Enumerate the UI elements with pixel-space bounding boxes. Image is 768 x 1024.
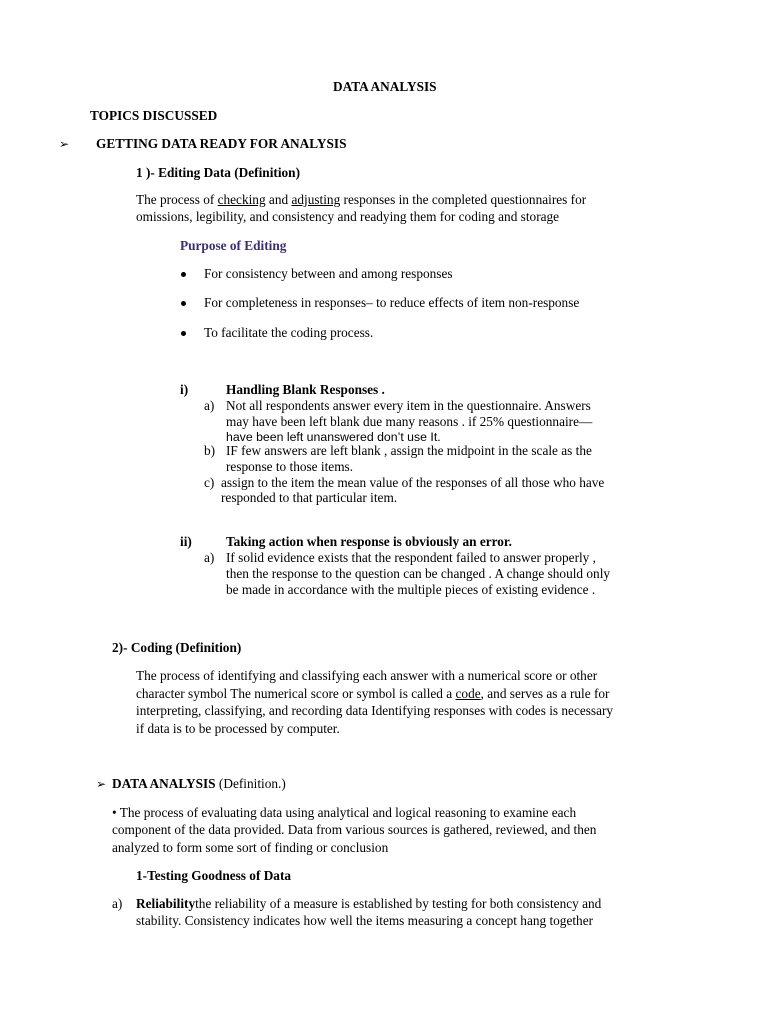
data-analysis-section-heading bbox=[112, 776, 286, 792]
coding-line1: The process of identifying and classifying each answer with a numerical score or other bbox=[136, 668, 598, 683]
text-run: and bbox=[265, 192, 292, 207]
coding-heading: 2)- Coding (Definition) bbox=[112, 640, 242, 655]
editing-definition-line1 bbox=[136, 192, 586, 208]
reliability-line2: stability. Consistency indicates how well the items measuring a concept hang together bbox=[136, 913, 594, 928]
blank-a-line2: may have been left blank due many reasons . if 25% questionnaire— bbox=[226, 414, 593, 429]
blank-b-line2: response to those items. bbox=[226, 459, 354, 474]
editing-heading: 1 )- Editing Data (Definition) bbox=[136, 165, 300, 180]
text-run: the reliability of a measure is established by testing for both consistency and bbox=[195, 896, 602, 911]
data-analysis-line1: • The process of evaluating data using analytical and logical reasoning to examine each bbox=[112, 805, 577, 820]
purpose-bullet-2: For completeness in responses– to reduce effects of item non-response bbox=[204, 295, 580, 310]
topics-heading: TOPICS DISCUSSED bbox=[90, 108, 218, 123]
section-heading-suffix: (Definition.) bbox=[215, 776, 286, 791]
coding-line4: if data is to be processed by computer. bbox=[136, 721, 340, 736]
error-a-line3: be made in accordance with the multiple pieces of existing evidence . bbox=[226, 582, 596, 597]
bullet-icon bbox=[181, 272, 186, 277]
list-label: b) bbox=[204, 443, 216, 458]
blank-c-line2: responded to that particular item. bbox=[221, 490, 398, 505]
list-label: a) bbox=[204, 398, 215, 413]
error-a-line1: If solid evidence exists that the respondent failed to answer properly , bbox=[226, 550, 596, 565]
data-analysis-line2: component of the data provided. Data from various sources is gathered, reviewed, and then bbox=[112, 822, 597, 837]
arrow-bullet-icon: ➢ bbox=[59, 137, 70, 151]
editing-definition-line2: omissions, legibility, and consistency and readying them for coding and storage bbox=[136, 209, 560, 224]
underlined-term-adjusting: adjusting bbox=[291, 192, 341, 207]
text-run: character symbol The numerical score or symbol is called a bbox=[136, 686, 456, 701]
section-heading-getting-data-ready: GETTING DATA READY FOR ANALYSIS bbox=[96, 136, 347, 151]
bullet-icon bbox=[181, 301, 186, 306]
error-response-heading: Taking action when response is obviously an error. bbox=[226, 534, 512, 549]
testing-goodness-heading: 1-Testing Goodness of Data bbox=[136, 868, 292, 883]
list-label: c) bbox=[204, 475, 215, 490]
section-heading-data-analysis: DATA ANALYSIS bbox=[112, 776, 216, 791]
text-run: responses in the completed questionnaires for bbox=[340, 192, 587, 207]
bullet-icon bbox=[181, 331, 186, 336]
arrow-bullet-icon: ➢ bbox=[96, 777, 107, 791]
underlined-term-checking: checking bbox=[217, 192, 266, 207]
blank-c-line1: assign to the item the mean value of the responses of all those who have bbox=[221, 475, 605, 490]
document-title: DATA ANALYSIS bbox=[333, 79, 437, 94]
purpose-bullet-3: To facilitate the coding process. bbox=[204, 325, 374, 340]
underlined-term-code: code bbox=[455, 686, 481, 701]
blank-responses-number: i) bbox=[180, 382, 189, 397]
text-run: , and serves as a rule for bbox=[480, 686, 610, 701]
purpose-of-editing-heading: Purpose of Editing bbox=[180, 238, 287, 253]
blank-a-line3: have been left unanswered don’t use It. bbox=[226, 430, 441, 444]
reliability-line1 bbox=[136, 896, 601, 912]
error-a-line2: then the response to the question can be changed . A change should only bbox=[226, 566, 611, 581]
reliability-term: Reliability bbox=[136, 896, 196, 911]
error-response-number: ii) bbox=[180, 534, 192, 549]
data-analysis-line3: analyzed to form some sort of finding or conclusion bbox=[112, 840, 389, 855]
blank-responses-heading: Handling Blank Responses . bbox=[226, 382, 385, 397]
list-label: a) bbox=[204, 550, 215, 565]
list-label: a) bbox=[112, 896, 123, 911]
text-run: The process of bbox=[136, 192, 218, 207]
blank-b-line1: IF few answers are left blank , assign the midpoint in the scale as the bbox=[226, 443, 592, 458]
blank-a-line1: Not all respondents answer every item in the questionnaire. Answers bbox=[226, 398, 591, 413]
coding-line2 bbox=[136, 686, 609, 702]
purpose-bullet-1: For consistency between and among responses bbox=[204, 266, 453, 281]
coding-line3: interpreting, classifying, and recording data Identifying responses with codes is necessary bbox=[136, 703, 614, 718]
